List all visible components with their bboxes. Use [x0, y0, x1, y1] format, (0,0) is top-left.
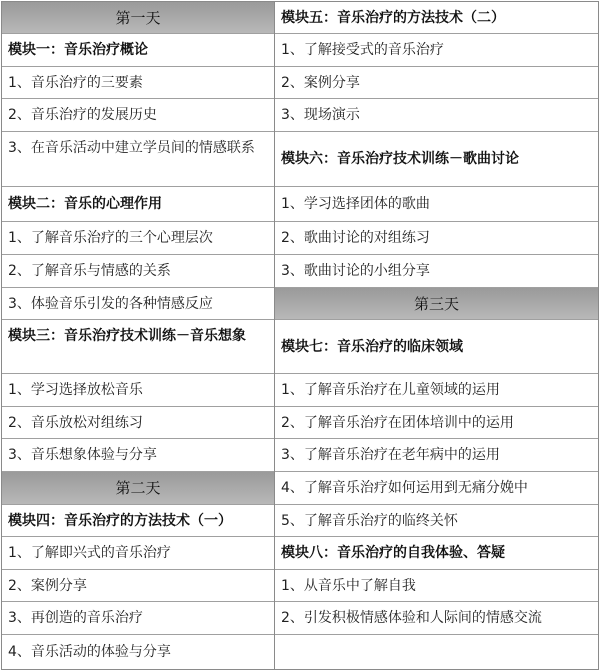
- list-item: 5、了解音乐治疗的临终关怀: [275, 505, 598, 537]
- list-item: 1、了解音乐治疗在儿童领域的运用: [275, 374, 598, 407]
- day-header-1: 第一天: [2, 2, 274, 34]
- list-item: 2、了解音乐治疗在团体培训中的运用: [275, 407, 598, 439]
- list-item: 2、歌曲讨论的对组练习: [275, 222, 598, 255]
- list-item: 1、了解即兴式的音乐治疗: [2, 537, 274, 570]
- list-item: 1、学习选择团体的歌曲: [275, 187, 598, 222]
- list-item: 1、从音乐中了解自我: [275, 570, 598, 602]
- left-column: [2, 2, 275, 669]
- module-8-title: 模块八：音乐治疗的自我体验、答疑: [275, 537, 598, 570]
- list-item: 3、体验音乐引发的各种情感反应: [2, 288, 274, 320]
- module-5-title: 模块五：音乐治疗的方法技术（二）: [275, 2, 598, 34]
- list-item: 3、在音乐活动中建立学员间的情感联系: [2, 132, 274, 187]
- list-item: 3、再创造的音乐治疗: [2, 602, 274, 635]
- module-6-title: 模块六：音乐治疗技术训练－歌曲讨论: [275, 132, 598, 187]
- day-header-3: 第三天: [275, 288, 598, 320]
- schedule-table: [1, 1, 599, 670]
- list-item: 3、歌曲讨论的小组分享: [275, 255, 598, 288]
- list-item: 2、音乐放松对组练习: [2, 407, 274, 439]
- list-item: 1、学习选择放松音乐: [2, 374, 274, 407]
- list-item: 3、音乐想象体验与分享: [2, 439, 274, 472]
- list-item: 4、音乐活动的体验与分享: [8, 644, 171, 660]
- module-2-title: 模块二：音乐的心理作用: [2, 187, 274, 222]
- day-header-2: 第二天: [2, 472, 274, 505]
- list-item: 2、引发积极情感体验和人际间的情感交流: [275, 602, 598, 635]
- list-item: 1、了解音乐治疗的三个心理层次: [2, 222, 274, 255]
- list-item: 3、了解音乐治疗在老年病中的运用: [275, 439, 598, 472]
- list-item: 1、了解接受式的音乐治疗: [275, 34, 598, 67]
- empty-cell: [275, 635, 598, 669]
- module-7-title: 模块七：音乐治疗的临床领域: [275, 320, 598, 374]
- list-item: 2、了解音乐与情感的关系: [2, 255, 274, 288]
- module-1-title: 模块一：音乐治疗概论: [2, 34, 274, 67]
- list-item: 3、现场演示: [275, 99, 598, 132]
- list-item: 4、了解音乐治疗如何运用到无痛分娩中: [275, 472, 598, 505]
- list-item: 1、音乐治疗的三要素: [2, 67, 274, 99]
- list-item: 2、案例分享: [2, 570, 274, 602]
- right-column: [275, 2, 598, 669]
- list-item: 2、案例分享: [275, 67, 598, 99]
- module-4-title: 模块四：音乐治疗的方法技术（一）: [2, 505, 274, 537]
- list-item: 2、音乐治疗的发展历史: [2, 99, 274, 132]
- module-3-title: 模块三：音乐治疗技术训练－音乐想象: [2, 320, 274, 374]
